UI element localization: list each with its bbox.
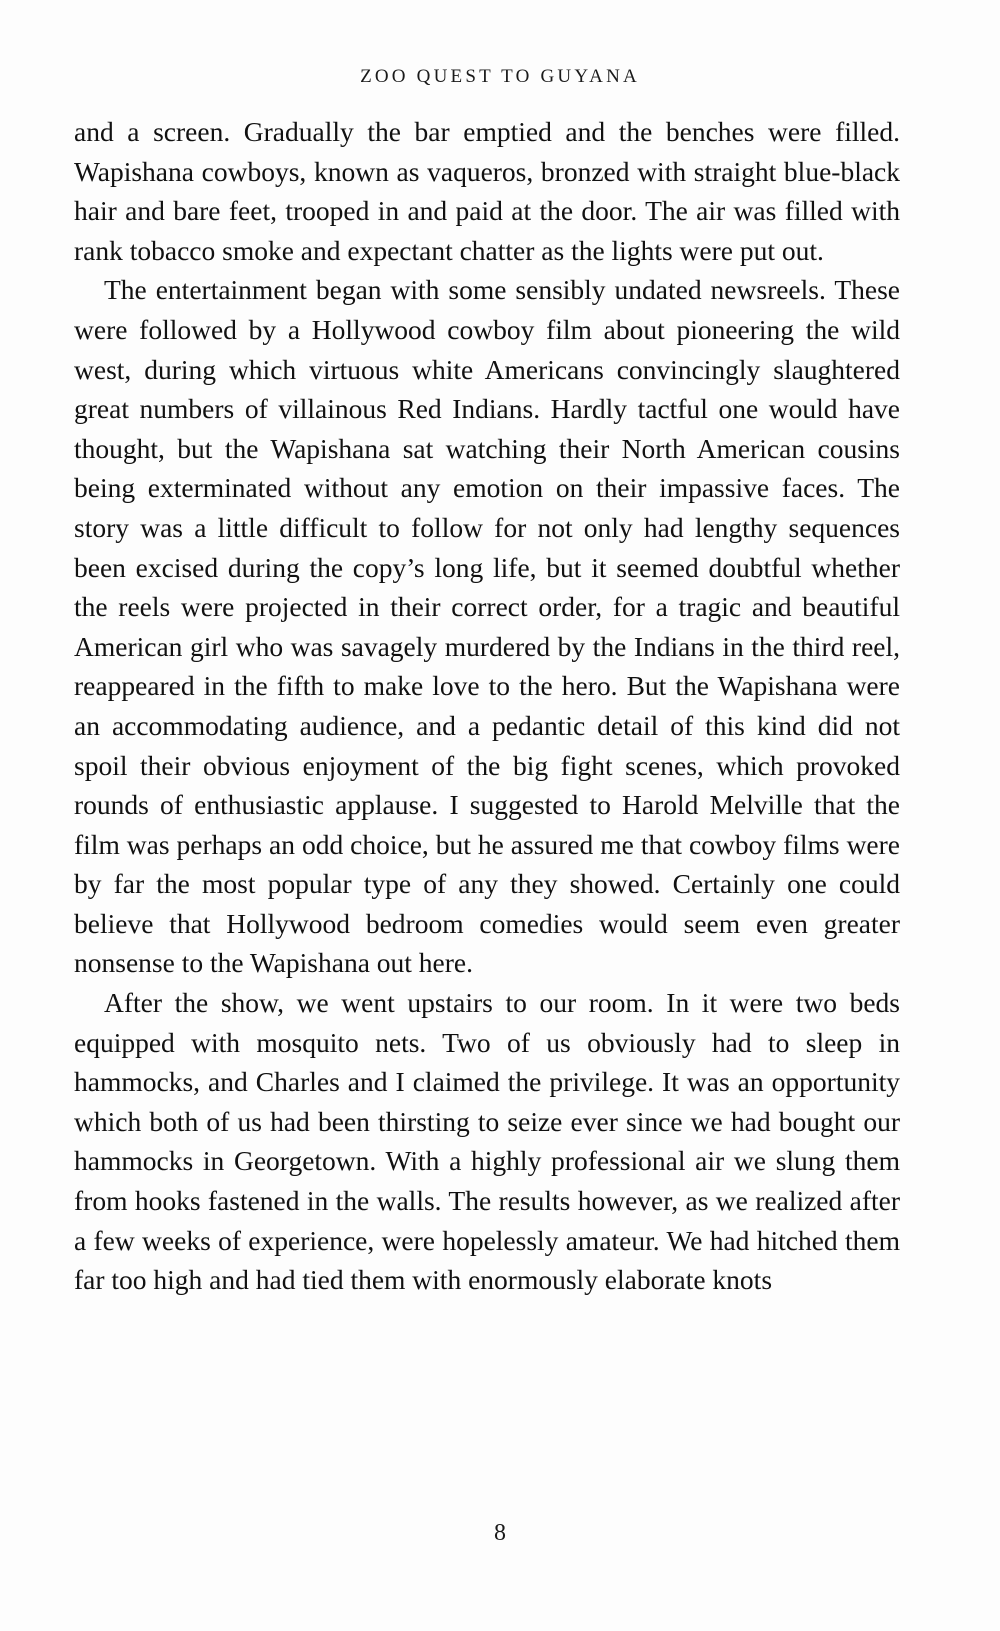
body-text: [74, 112, 900, 1300]
page-number: 8: [494, 1520, 506, 1546]
paragraph-continued: and a screen. Gradually the bar emptied and the benches were filled. Wapishana cowboys, known as vaqueros, bronzed with straight blue-black hair and bare feet, trooped in and paid at the door. The air was filled with rank tobacco smoke and expectant chatter as the lights were put out.: [74, 116, 900, 266]
paragraph-entertainment: The entertainment began with some sensibly undated newsreels. These were followed by a Hollywood cowboy film about pioneering the wild west, during which virtuous white Americans convincingly slaughtered great numbers of villainous Red Indians. Hardly tactful one would have thought, but the Wapishana sat watching their North American cousins being exterminated without any emotion on their impassive faces. The story was a little difficult to follow for not only had lengthy sequences been excised during the copy’s long life, but it seemed doubtful whether the reels were projected in their correct order, for a tragic and beautiful American girl who was savagely murdered by the Indians in the third reel, reappeared in the fifth to make love to the hero. But the Wapishana were an accommodating audience, and a pedantic detail of this kind did not spoil their obvious enjoyment of the big fight scenes, which provoked rounds of enthusiastic applause. I suggested to Harold Melville that the film was perhaps an odd choice, but he assured me that cowboy films were by far the most popular type of any they showed. Certainly one could believe that Hollywood bedroom comedies would seem even greater nonsense to the Wapishana out here.: [74, 274, 900, 979]
paragraph-after-show: After the show, we went upstairs to our room. In it were two beds equipped with mosquito nets. Two of us obviously had to sleep in hammocks, and Charles and I claimed the privilege. It was an opportunity which both of us had been thirsting to seize ever since we had bought our hammocks in Georgetown. With a highly professional air we slung them from hooks fastened in the walls. The results however, as we realized after a few weeks of experience, were hopelessly amateur. We had hitched them far too high and had tied them with enormously elaborate knots: [74, 987, 900, 1296]
running-head: ZOO QUEST TO GUYANA: [360, 66, 640, 87]
